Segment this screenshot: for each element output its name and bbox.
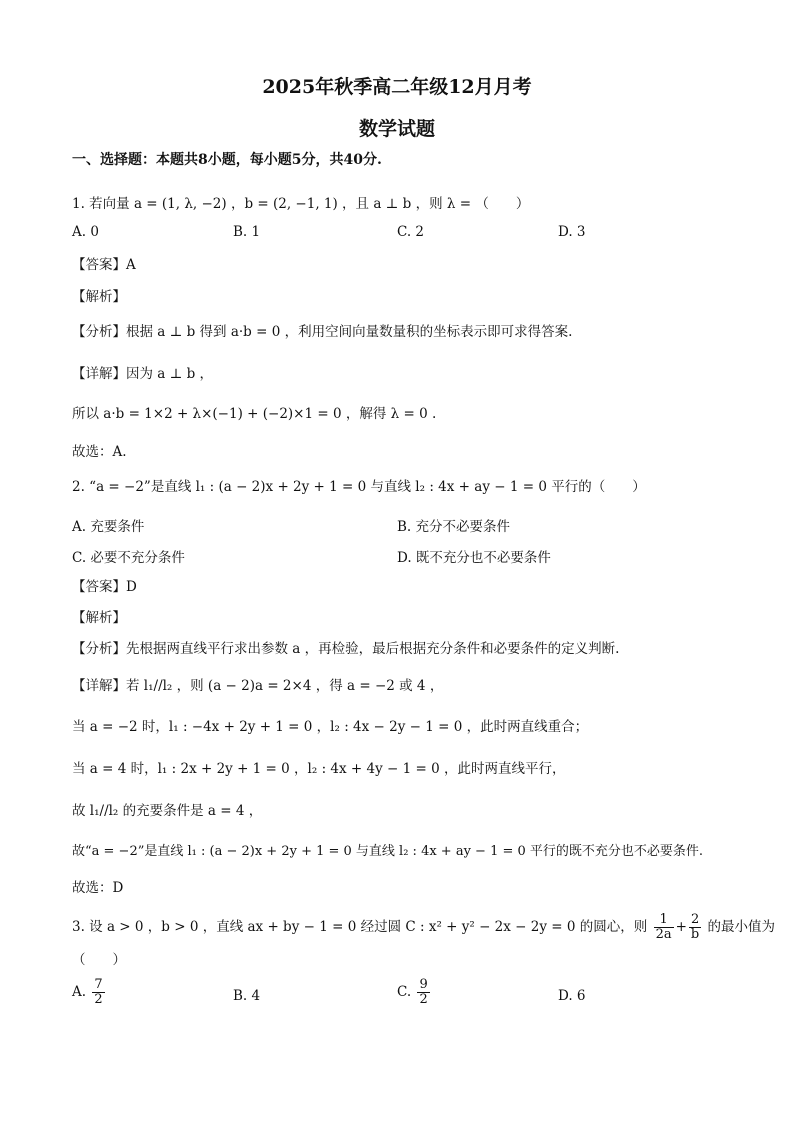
q3-fraction-2 [689,913,701,942]
q3-stem-tail: 的最小值为 [707,919,776,935]
q2-option-a: A. 充要条件 [72,519,145,535]
q1-fenxi: 【分析】根据 a ⊥ b 得到 a·b = 0 ，利用空间向量数量积的坐标表示即可求得答案. [72,324,573,340]
q2-answer: 【答案】D [72,579,137,595]
q3-option-a-denominator: 2 [94,992,103,1007]
q1-option-a: A. 0 [72,224,99,240]
q2-option-d: D. 既不充分也不必要条件 [397,550,551,566]
q2-xiangjie: 【详解】若 l₁//l₂ ，则 (a − 2)a = 2×4 ，得 a = −2 或 4 ， [72,678,444,694]
q2-step1: 当 a = −2 时，l₁ : −4x + 2y + 1 = 0 ，l₂ : 4x − 2y − 1 = 0 ，此时两直线重合； [72,719,589,735]
q2-stem: 2. “a = −2”是直线 l₁ : (a − 2)x + 2y + 1 = 0 与直线 l₂ : 4x + ay − 1 = 0 平行的（ ） [72,479,646,495]
q3-stem [72,910,776,944]
q3-option-a-fraction [92,978,104,1007]
section-heading: 一、选择题：本题共8小题，每小题5分，共40分. [72,152,382,168]
q1-step: 所以 a·b = 1×2 + λ×(−1) + (−2)×1 = 0 ，解得 λ = 0 . [72,406,437,422]
page-subtitle: 数学试题 [358,118,435,140]
q1-choose: 故选：A. [72,444,127,460]
q1-option-c: C. 2 [397,224,425,240]
q1-analysis-label: 【解析】 [72,289,126,305]
q3-option-a-numerator: 7 [94,977,103,992]
q3-paren: （ ） [72,952,126,968]
q1-answer: 【答案】A [72,257,136,273]
q2-option-c: C. 必要不充分条件 [72,550,185,566]
q1-stem: 1. 若向量 a = (1, λ, −2) ，b = (2, −1, 1) ，且 a ⊥ b ，则 λ = （ ） [72,196,530,212]
q3-option-d: D. 6 [558,988,586,1004]
q3-fraction-1 [654,913,674,942]
q1-option-b: B. 1 [233,224,261,240]
q3-frac2-denominator: b [690,927,700,942]
q2-fenxi: 【分析】先根据两直线平行求出参数 a ，再检验，最后根据充分条件和必要条件的定义判断. [72,641,620,657]
q2-choose: 故选：D [72,880,124,896]
q3-plus: + [675,919,687,935]
q3-stem-text: 3. 设 a > 0 ，b > 0 ，直线 ax + by − 1 = 0 经过圆 C : x² + y² − 2x − 2y = 0 的圆心，则 [72,919,648,935]
q3-option-b: B. 4 [233,988,261,1004]
q3-option-a-label: A. [72,984,87,1000]
q3-option-c-fraction [417,978,429,1007]
q1-xiangjie: 【详解】因为 a ⊥ b ， [72,366,214,382]
q3-frac1-numerator: 1 [654,913,674,928]
q3-option-c-label: C. [397,984,412,1000]
q2-analysis-label: 【解析】 [72,610,126,626]
q3-frac1-denominator: 2a [655,927,672,942]
q2-step2: 当 a = 4 时，l₁ : 2x + 2y + 1 = 0 ，l₂ : 4x + 4y − 1 = 0 ，此时两直线平行， [72,761,566,777]
q3-option-c-numerator: 9 [419,977,428,992]
q3-frac2-numerator: 2 [689,913,701,928]
q1-option-d: D. 3 [558,224,586,240]
q2-step3: 故 l₁//l₂ 的充要条件是 a = 4 ， [72,803,263,819]
q3-option-c [397,978,432,1007]
q2-option-b: B. 充分不必要条件 [397,519,511,535]
page-title: 2025年秋季高二年级12月月考 [262,76,532,98]
q2-step4: 故“a = −2”是直线 l₁ : (a − 2)x + 2y + 1 = 0 与直线 l₂ : 4x + ay − 1 = 0 平行的既不充分也不必要条件. [72,844,704,859]
q3-option-a [72,978,107,1007]
q3-option-c-denominator: 2 [419,992,428,1007]
